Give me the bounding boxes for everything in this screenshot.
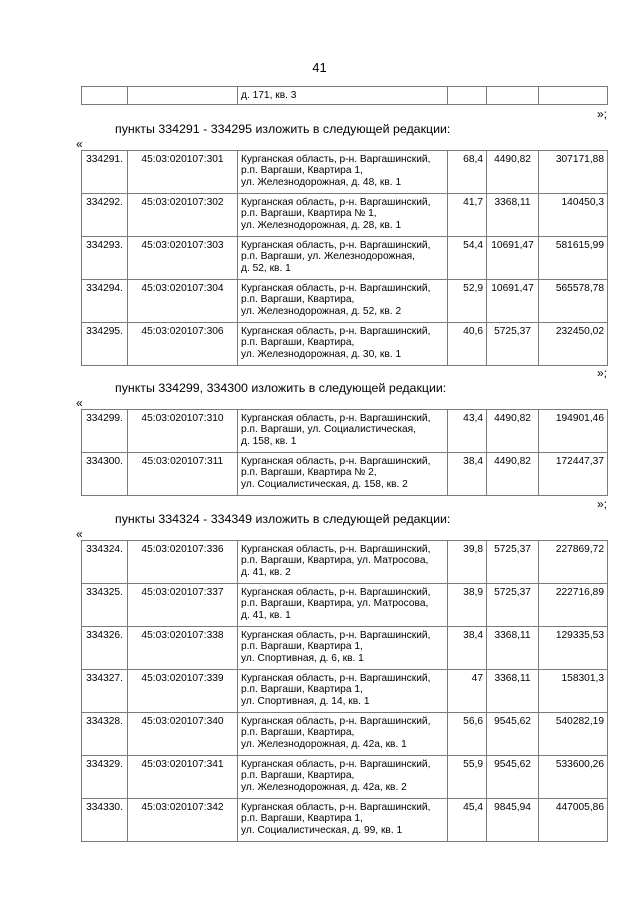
cell-number: 334292. — [82, 194, 128, 237]
table-row — [82, 237, 608, 280]
cell-area: 40,6 — [448, 323, 487, 366]
address-line: р.п. Варгаши, Квартира 1, — [241, 641, 363, 653]
address-line: ул. Железнодорожная, д. 30, кв. 1 — [241, 348, 402, 360]
cell-cost: 194901,46 — [539, 410, 608, 453]
address-line: р.п. Варгаши, ул. Социалистическая, — [241, 424, 417, 436]
cell-cost: 307171,88 — [539, 151, 608, 194]
cell-number: 334326. — [82, 627, 128, 670]
cell-address — [238, 194, 448, 237]
cell-number: 334299. — [82, 410, 128, 453]
cell-area: 47 — [448, 670, 487, 713]
cell-value: 4490,82 — [487, 410, 539, 453]
table-row — [82, 280, 608, 323]
address-line: ул. Железнодорожная, д. 52, кв. 2 — [241, 305, 402, 317]
cell-area: 38,4 — [448, 627, 487, 670]
cell-value: 4490,82 — [487, 151, 539, 194]
cell-cadastral: 45:03:020107:339 — [128, 670, 238, 713]
open-quote: « — [76, 527, 83, 541]
cell-value — [487, 87, 539, 105]
address-line: р.п. Варгаши, Квартира, — [241, 727, 355, 739]
table-section-3 — [81, 540, 608, 842]
table-row — [82, 541, 608, 584]
cell-value: 9545,62 — [487, 756, 539, 799]
address-line: д. 41, кв. 1 — [241, 609, 291, 621]
cell-number: 334293. — [82, 237, 128, 280]
address-line: Курганская область, р-н. Варгашинский, — [241, 716, 431, 727]
cell-address — [238, 237, 448, 280]
close-quote: »; — [597, 497, 608, 511]
close-quote: »; — [597, 107, 608, 121]
address-line: ул. Железнодорожная, д. 42а, кв. 2 — [241, 781, 407, 793]
address-line: ул. Социалистическая, д. 99, кв. 1 — [241, 824, 403, 836]
address-line: р.п. Варгаши, Квартира 1, — [241, 684, 363, 696]
cell-cadastral: 45:03:020107:342 — [128, 799, 238, 842]
address-line: р.п. Варгаши, Квартира 1, — [241, 813, 363, 825]
cell-address — [238, 151, 448, 194]
table-row — [82, 87, 608, 105]
address-line: Курганская область, р-н. Варгашинский, — [241, 456, 431, 467]
table-row — [82, 670, 608, 713]
address-line: Курганская область, р-н. Варгашинский, — [241, 326, 431, 337]
cell-area: 38,4 — [448, 453, 487, 496]
cell-value: 9545,62 — [487, 713, 539, 756]
address-line: Курганская область, р-н. Варгашинский, — [241, 544, 431, 555]
page-number: 41 — [312, 60, 327, 75]
address-line: д. 52, кв. 1 — [241, 262, 291, 274]
cell-number: 334329. — [82, 756, 128, 799]
address-line: ул. Спортивная, д. 6, кв. 1 — [241, 652, 364, 664]
cell-cadastral: 45:03:020107:338 — [128, 627, 238, 670]
cell-cadastral — [128, 87, 238, 105]
address-line: Курганская область, р-н. Варгашинский, — [241, 673, 431, 684]
cell-number: 334324. — [82, 541, 128, 584]
cell-cadastral: 45:03:020107:341 — [128, 756, 238, 799]
address-line: р.п. Варгаши, ул. Железнодорожная, — [241, 251, 415, 263]
cell-number: 334330. — [82, 799, 128, 842]
cell-address — [238, 713, 448, 756]
cell-address — [238, 280, 448, 323]
cell-cadastral: 45:03:020107:337 — [128, 584, 238, 627]
cell-cost — [539, 87, 608, 105]
cell-cost: 172447,37 — [539, 453, 608, 496]
address-line: д. 158, кв. 1 — [241, 435, 297, 447]
cell-value: 9845,94 — [487, 799, 539, 842]
address-line: ул. Железнодорожная, д. 48, кв. 1 — [241, 176, 402, 188]
cell-area: 56,6 — [448, 713, 487, 756]
cell-area: 39,8 — [448, 541, 487, 584]
address-line: р.п. Варгаши, Квартира, — [241, 770, 355, 782]
section-intro: пункты 334324 - 334349 изложить в следующей редакции: — [115, 512, 451, 526]
cell-area: 45,4 — [448, 799, 487, 842]
cell-cost: 581615,99 — [539, 237, 608, 280]
address-line: р.п. Варгаши, Квартира № 1, — [241, 208, 377, 220]
address-line: р.п. Варгаши, Квартира, ул. Матросова, — [241, 598, 429, 610]
address-line: Курганская область, р-н. Варгашинский, — [241, 630, 431, 641]
cell-area: 55,9 — [448, 756, 487, 799]
cell-area: 41,7 — [448, 194, 487, 237]
cell-cost: 140450,3 — [539, 194, 608, 237]
address-line: р.п. Варгаши, Квартира, — [241, 337, 355, 349]
table-row — [82, 323, 608, 366]
address-line: р.п. Варгаши, Квартира, ул. Матросова, — [241, 555, 429, 567]
table-row — [82, 584, 608, 627]
address-line: ул. Социалистическая, д. 158, кв. 2 — [241, 478, 408, 490]
cell-cost: 533600,26 — [539, 756, 608, 799]
address-line: Курганская область, р-н. Варгашинский, — [241, 154, 431, 165]
cell-number — [82, 87, 128, 105]
cell-cadastral: 45:03:020107:303 — [128, 237, 238, 280]
cell-address — [238, 584, 448, 627]
cell-cadastral: 45:03:020107:301 — [128, 151, 238, 194]
cell-area: 52,9 — [448, 280, 487, 323]
cell-value: 4490,82 — [487, 453, 539, 496]
cell-area: 54,4 — [448, 237, 487, 280]
address-line: Курганская область, р-н. Варгашинский, — [241, 759, 431, 770]
table-row — [82, 151, 608, 194]
cell-address — [238, 799, 448, 842]
open-quote: « — [76, 137, 83, 151]
cell-address — [238, 453, 448, 496]
cell-value: 3368,11 — [487, 670, 539, 713]
cell-cadastral: 45:03:020107:336 — [128, 541, 238, 584]
cell-cost: 129335,53 — [539, 627, 608, 670]
address-line: ул. Спортивная, д. 14, кв. 1 — [241, 695, 370, 707]
table-section-2 — [81, 409, 608, 496]
cell-number: 334295. — [82, 323, 128, 366]
cell-area: 68,4 — [448, 151, 487, 194]
table-row — [82, 713, 608, 756]
cell-value: 3368,11 — [487, 194, 539, 237]
cell-number: 334328. — [82, 713, 128, 756]
section-intro: пункты 334291 - 334295 изложить в следующей редакции: — [115, 122, 451, 136]
cell-number: 334327. — [82, 670, 128, 713]
address-line: Курганская область, р-н. Варгашинский, — [241, 197, 431, 208]
cell-cadastral: 45:03:020107:310 — [128, 410, 238, 453]
cell-cost: 158301,3 — [539, 670, 608, 713]
address-line: ул. Железнодорожная, д. 42а, кв. 1 — [241, 738, 407, 750]
close-quote: »; — [597, 366, 608, 380]
cell-number: 334294. — [82, 280, 128, 323]
cell-area: 38,9 — [448, 584, 487, 627]
cell-cost: 227869,72 — [539, 541, 608, 584]
table-row — [82, 799, 608, 842]
cell-cadastral: 45:03:020107:340 — [128, 713, 238, 756]
cell-value: 10691,47 — [487, 280, 539, 323]
cell-area — [448, 87, 487, 105]
cell-cadastral: 45:03:020107:302 — [128, 194, 238, 237]
address-line: Курганская область, р-н. Варгашинский, — [241, 413, 431, 424]
cell-address — [238, 410, 448, 453]
cell-cost: 222716,89 — [539, 584, 608, 627]
address-line: Курганская область, р-н. Варгашинский, — [241, 587, 431, 598]
address-line: д. 41, кв. 2 — [241, 566, 291, 578]
cell-cost: 565578,78 — [539, 280, 608, 323]
cell-number: 334325. — [82, 584, 128, 627]
cell-value: 5725,37 — [487, 323, 539, 366]
table-row — [82, 627, 608, 670]
cell-address — [238, 627, 448, 670]
address-line: р.п. Варгаши, Квартира № 2, — [241, 467, 377, 479]
cell-cost: 232450,02 — [539, 323, 608, 366]
cell-number: 334300. — [82, 453, 128, 496]
cell-address: д. 171, кв. 3 — [238, 87, 448, 105]
cell-value: 3368,11 — [487, 627, 539, 670]
table-section-1 — [81, 150, 608, 366]
address-line: р.п. Варгаши, Квартира, — [241, 294, 355, 306]
address-line: Курганская область, р-н. Варгашинский, — [241, 283, 431, 294]
cell-number: 334291. — [82, 151, 128, 194]
table-continuation — [81, 86, 608, 105]
cell-value: 5725,37 — [487, 584, 539, 627]
cell-cadastral: 45:03:020107:311 — [128, 453, 238, 496]
section-intro: пункты 334299, 334300 изложить в следующей редакции: — [115, 381, 447, 395]
cell-value: 5725,37 — [487, 541, 539, 584]
cell-address — [238, 323, 448, 366]
cell-cadastral: 45:03:020107:306 — [128, 323, 238, 366]
cell-address — [238, 756, 448, 799]
cell-value: 10691,47 — [487, 237, 539, 280]
table-row — [82, 410, 608, 453]
cell-cost: 447005,86 — [539, 799, 608, 842]
address-line: Курганская область, р-н. Варгашинский, — [241, 802, 431, 813]
open-quote: « — [76, 396, 83, 410]
address-line: ул. Железнодорожная, д. 28, кв. 1 — [241, 219, 402, 231]
cell-cadastral: 45:03:020107:304 — [128, 280, 238, 323]
table-row — [82, 756, 608, 799]
cell-address — [238, 541, 448, 584]
table-row — [82, 194, 608, 237]
cell-address — [238, 670, 448, 713]
address-line: Курганская область, р-н. Варгашинский, — [241, 240, 431, 251]
cell-area: 43,4 — [448, 410, 487, 453]
address-line: р.п. Варгаши, Квартира 1, — [241, 165, 363, 177]
cell-cost: 540282,19 — [539, 713, 608, 756]
table-row — [82, 453, 608, 496]
